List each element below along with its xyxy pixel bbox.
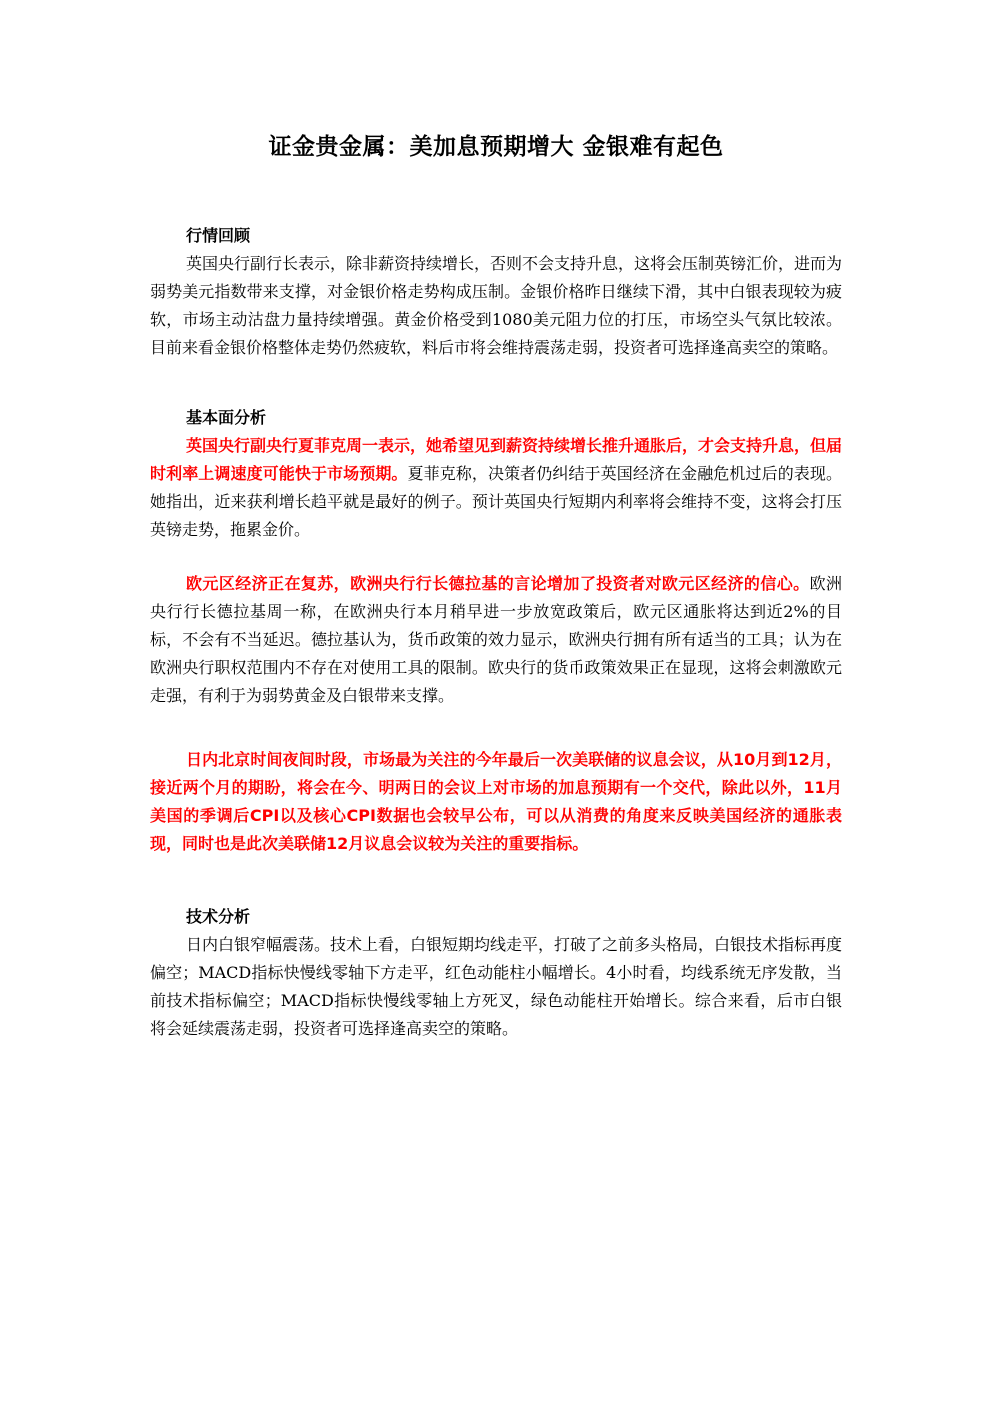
boe-text: 夏菲克称，决策者仍纠结于英国经济在金融危机过后的表现。她指出，近来获利增长趋平就是最好的例子。预计英国央行短期内利率将会维持不变，这将会打压英镑走势，拖累金价。 <box>150 464 842 539</box>
fed-highlight: 日内北京时间夜间时段，市场最为关注的今年最后一次美联储的议息会议，从10月到12月，接近两个月的期盼，将会在今、明两日的会议上对市场的加息预期有一个交代，除此以外，11月美国的季调后CPI以及核心CPI数据也会较早公布，可以从消费的角度来反映美国经济的通胀表现，同时也是此次美联储12月议息会议较为关注的重要指标。 <box>150 750 842 853</box>
boe-paragraph <box>150 432 842 544</box>
fundamental-analysis-heading: 基本面分析 <box>186 408 267 427</box>
market-review-heading: 行情回顾 <box>186 226 251 245</box>
fundamental-analysis-section <box>150 404 842 544</box>
ecb-section <box>150 570 842 710</box>
ecb-text: 欧洲央行行长德拉基周一称，在欧洲央行本月稍早进一步放宽政策后，欧元区通胀将达到近2%的目标，不会有不当延迟。德拉基认为，货币政策的效力显示，欧洲央行拥有所有适当的工具；认为在欧洲央行职权范围内不存在对使用工具的限制。欧央行的货币政策效果正在显现，这将会刺激欧元走强，有利于为弱势黄金及白银带来支撑。 <box>150 574 842 705</box>
document-title: 证金贵金属：美加息预期增大 金银难有起色 <box>268 134 724 160</box>
market-review-paragraph: 英国央行副行长表示，除非薪资持续增长，否则不会支持升息，这将会压制英镑汇价，进而为弱势美元指数带来支撑，对金银价格走势构成压制。金银价格昨日继续下滑，其中白银表现较为疲软，市场主动沽盘力量持续增强。黄金价格受到1080美元阻力位的打压，市场空头气氛比较浓。目前来看金银价格整体走势仍然疲软，料后市将会维持震荡走弱，投资者可选择逢高卖空的策略。 <box>150 254 843 357</box>
ecb-paragraph <box>150 570 842 710</box>
boe-highlight: 英国央行副央行夏菲克周一表示，她希望见到薪资持续增长推升通胀后，才会支持升息，但届时利率上调速度可能快于市场预期。 <box>150 436 843 483</box>
technical-analysis-heading: 技术分析 <box>186 907 251 926</box>
ecb-highlight: 欧元区经济正在复苏，欧洲央行行长德拉基的言论增加了投资者对欧元区经济的信心。 <box>186 574 810 593</box>
fed-paragraph <box>150 746 842 858</box>
market-review-section <box>150 222 842 362</box>
technical-analysis-paragraph: 日内白银窄幅震荡。技术上看，白银短期均线走平，打破了之前多头格局，白银技术指标再度偏空；MACD指标快慢线零轴下方走平，红色动能柱小幅增长。4小时看，均线系统无序发散，当前技术指标偏空；MACD指标快慢线零轴上方死叉，绿色动能柱开始增长。综合来看，后市白银将会延续震荡走弱，投资者可选择逢高卖空的策略。 <box>150 935 843 1038</box>
fed-section <box>150 746 842 858</box>
technical-analysis-section <box>150 903 842 1043</box>
